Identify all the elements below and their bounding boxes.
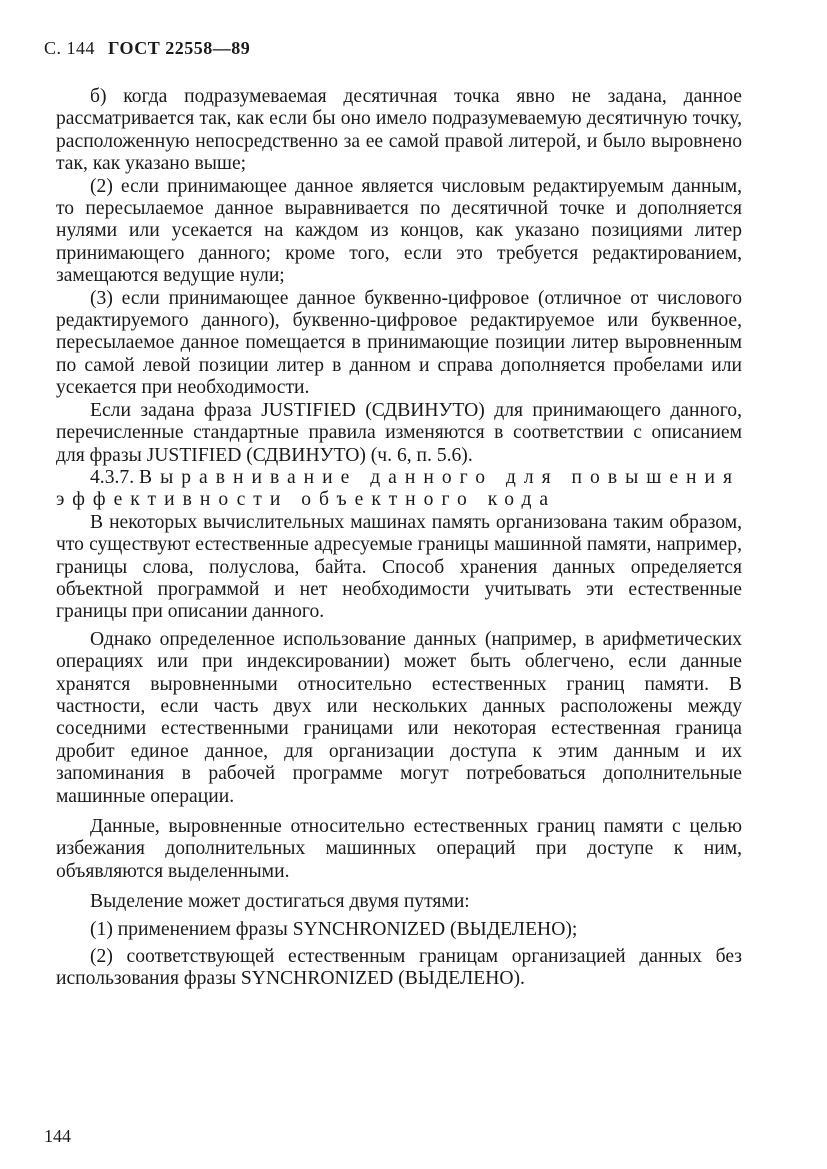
paragraph-1: б) когда подразумеваемая десятичная точка явно не задана, данное рассматривается так, как если бы оно имело подразумеваемую десятичную точку, расположенную непосредственно за ее самой правой литерой, и было выровнено так, как указано выше; [56, 86, 742, 175]
section-heading [56, 467, 742, 512]
paragraph-2: (2) если принимающее данное является числовым редактируемым данным, то пересылаемое данное выравнивается по десятичной точке и дополняется нулями или усекается на каждом из концов, как указано позициями литер принимающего данного; кроме того, если это требуется редактированием, замещаются ведущие нули; [56, 175, 742, 287]
body-text [56, 86, 742, 991]
paragraph-9: (1) применением фразы SYNCHRONIZED (ВЫДЕЛЕНО); [90, 918, 578, 940]
paragraph-4: Если задана фраза JUSTIFIED (СДВИНУТО) для принимающего данного, перечисленные стандартные правила изменяются в соответствии с описанием для фразы JUSTIFIED (СДВИНУТО) (ч. 6, п. 5.6). [56, 399, 742, 466]
page-number: 144 [44, 1126, 71, 1146]
paragraph-7: Данные, выровненные относительно естественных границ памяти с целью избежания дополнительных машинных операций при доступе к ним, объявляются выделенными. [56, 816, 742, 882]
section-title: Выравнивание данного для повышения эффективности объектного кода [56, 466, 741, 511]
standard-designation: ГОСТ 22558—89 [108, 38, 251, 58]
paragraph-6: Однако определенное использование данных (например, в арифметических операциях или при индексировании) может быть облегчено, если данные хранятся выровненными относительно естественных границ памяти. В частности, если часть двух или нескольких данных расположены между соседними естественными границами или некоторая естественная граница дробит единое данное, для организации доступа к этим данным и их запоминания в рабочей программе могут потребоваться дополнительные машинные операции. [56, 628, 742, 807]
paragraph-3: (3) если принимающее данное буквенно-цифровое (отличное от числового редактируемого данного), буквенно-цифровое редактируемое или буквенное, пересылаемое данное помещается в принимающие позиции литер выровненным по самой левой позиции литер в данном и справа дополняется пробелами или усекается при необходимости. [56, 287, 742, 399]
running-header [44, 38, 250, 59]
section-number: 4.3.7. [90, 466, 135, 488]
page-label: С. 144 [44, 38, 96, 58]
paragraph-10: (2) соответствующей естественным границам организацией данных без использования фразы SYNCHRONIZED (ВЫДЕЛЕНО). [56, 946, 742, 990]
paragraph-8: Выделение может достигаться двумя путями: [90, 891, 470, 913]
paragraph-5: В некоторых вычислительных машинах память организована таким образом, что существуют естественные адресуемые границы машинной памяти, например, границы слова, полуслова, байта. Способ хранения данных определяется объектной программой и нет необходимости учитывать эти естественные границы при описании данного. [56, 511, 742, 623]
